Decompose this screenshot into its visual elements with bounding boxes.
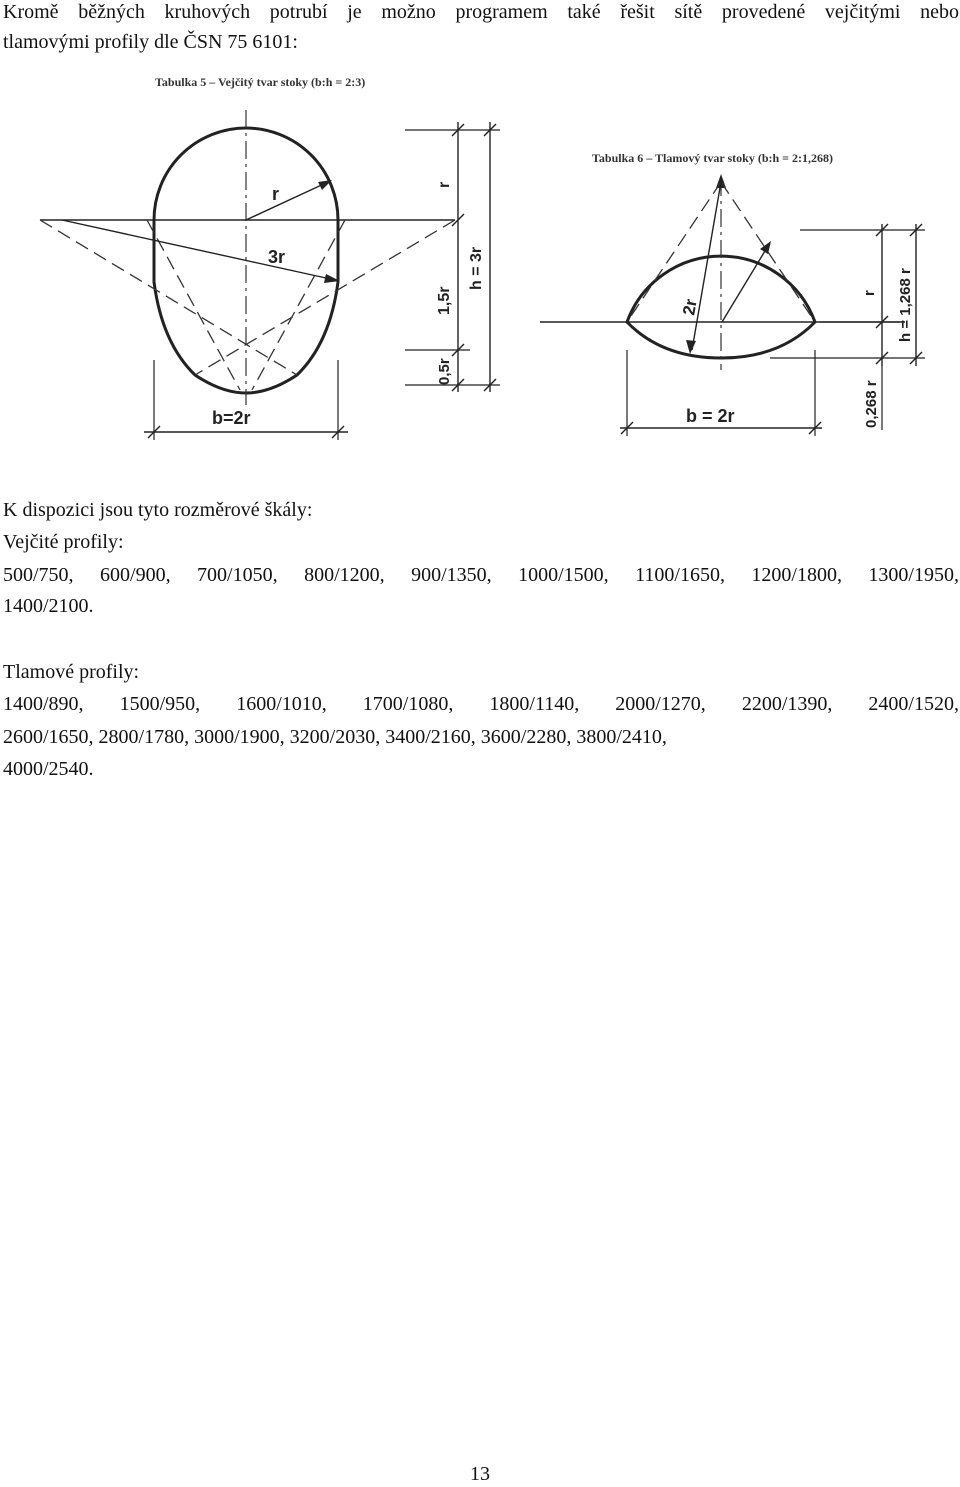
- egg-caption: Tabulka 5 – Vejčitý tvar stoky (b:h = 2:3): [155, 75, 366, 89]
- profiles-figure: [0, 60, 960, 520]
- egg-label-b: b=2r: [212, 408, 251, 428]
- mouth-label-small: 0,268 r: [863, 380, 880, 428]
- egg-dash-right: [195, 220, 455, 375]
- egg-scales-title: Vejčité profily:: [3, 531, 124, 553]
- egg-radius-3r: [62, 220, 335, 280]
- egg-label-1-5r: 1,5r: [436, 286, 453, 315]
- mouth-scales-line-3: 4000/2540.: [3, 758, 94, 780]
- intro-line-1: Kromě běžných kruhových potrubí je možno programem také řešit sítě provedené vejčitými nebo: [3, 1, 959, 23]
- mouth-label-h: h = 1,268 r: [897, 268, 914, 342]
- egg-profile-drawing: [40, 75, 500, 440]
- mouth-profile-drawing: [540, 151, 925, 436]
- mouth-scales-line-1: 1400/890, 1500/950, 1600/1010, 1700/1080, 1800/1140, 2000/1270, 2200/1390, 2400/1520,: [3, 693, 959, 715]
- egg-label-0-5r: 0,5r: [436, 358, 453, 385]
- mouth-label-b: b = 2r: [686, 406, 735, 426]
- egg-dash-inner-right: [252, 220, 345, 390]
- mouth-label-2r: 2r: [679, 297, 701, 317]
- egg-label-r-dim: r: [436, 181, 453, 188]
- mouth-radius-2r: [692, 182, 721, 350]
- egg-dash-inner-left: [147, 220, 240, 390]
- egg-label-h: h = 3r: [468, 246, 485, 290]
- egg-scales-line-2: 1400/2100.: [3, 595, 94, 617]
- egg-scales-line-1: 500/750, 600/900, 700/1050, 800/1200, 900/1350, 1000/1500, 1100/1650, 1200/1800, 1300/1950,: [3, 564, 959, 586]
- mouth-scales-line-2: 2600/1650, 2800/1780, 3000/1900, 3200/2030, 3400/2160, 3600/2280, 3800/2410,: [3, 726, 667, 748]
- egg-label-3r: 3r: [268, 247, 286, 267]
- mouth-scales-title: Tlamové profily:: [3, 661, 140, 683]
- mouth-label-r: r: [861, 290, 878, 296]
- page-number: 13: [470, 1463, 490, 1485]
- mouth-caption: Tabulka 6 – Tlamový tvar stoky (b:h = 2:1,268): [592, 151, 833, 165]
- scales-heading: K dispozici jsou tyto rozměrové škály:: [3, 499, 313, 521]
- egg-label-r: r: [272, 184, 280, 204]
- intro-line-2: tlamovými profily dle ČSN 75 6101:: [3, 31, 298, 53]
- egg-radius-r: [246, 182, 328, 220]
